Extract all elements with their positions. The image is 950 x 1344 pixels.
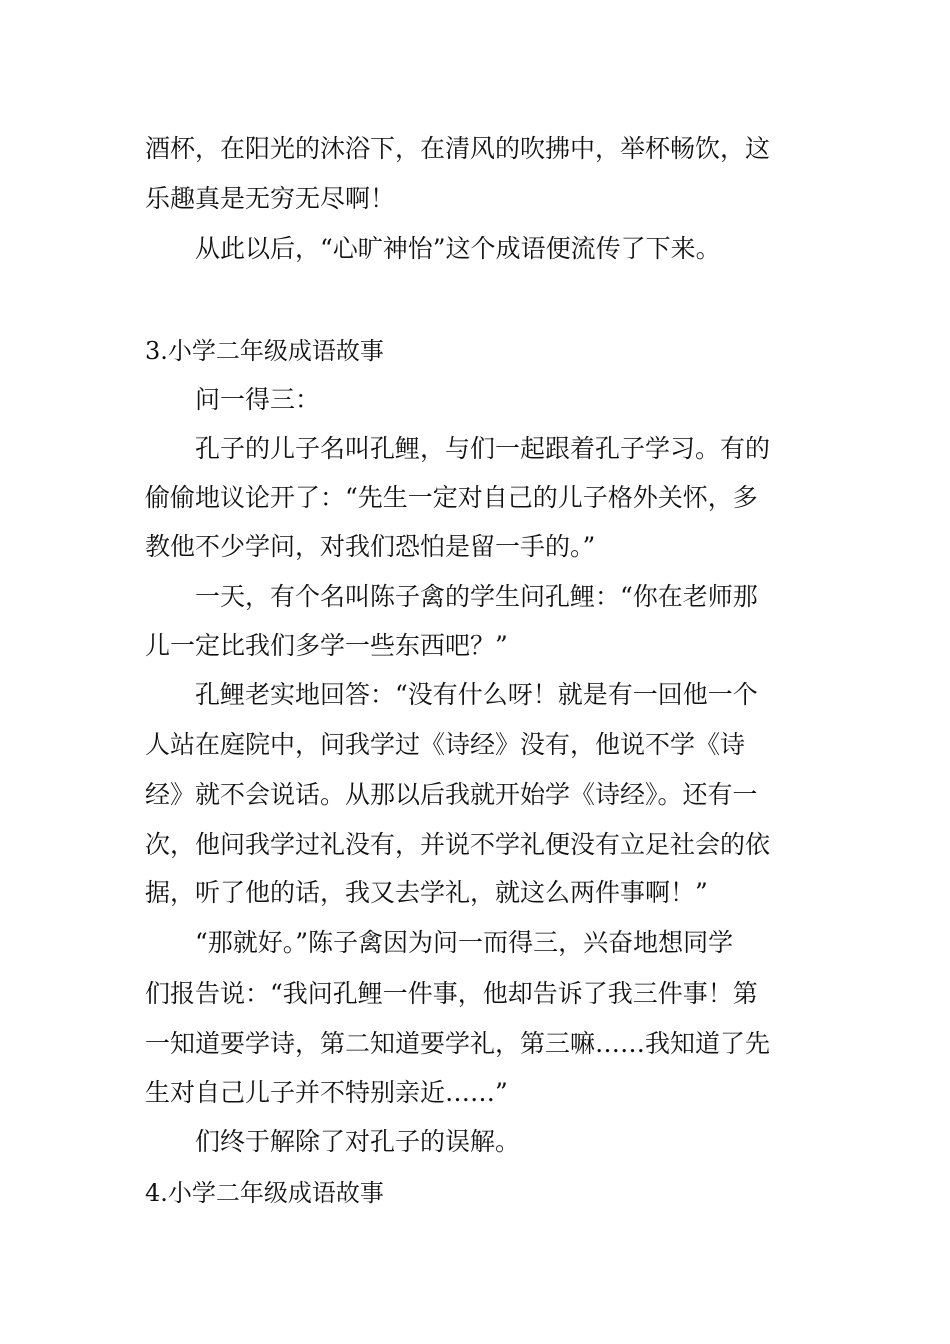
paragraph-line: 从此以后，“心旷神怡”这个成语便流传了下来。 <box>195 234 721 263</box>
paragraph-line: 据，听了他的话，我又去学礼，就这么两件事啊！” <box>145 878 708 907</box>
paragraph-line: 偷偷地议论开了：“先生一定对自己的儿子格外关怀，多 <box>145 483 758 512</box>
paragraph-line: 教他不少学问，对我们恐怕是留一手的。” <box>145 532 596 561</box>
paragraph-line: 一知道要学诗，第二知道要学礼，第三嘛……我知道了先 <box>145 1029 771 1058</box>
paragraph-line: 乐趣真是无穷无尽啊！ <box>145 184 396 213</box>
section-heading: 4.小学二年级成语故事 <box>145 1179 384 1207</box>
paragraph-line: 生对自己儿子并不特别亲近……” <box>145 1078 508 1107</box>
paragraph-line: 孔子的儿子名叫孔鲤，与们一起跟着孔子学习。有的 <box>195 434 771 463</box>
paragraph-line: 一天，有个名叫陈子禽的学生问孔鲤：“你在老师那 <box>195 582 758 611</box>
paragraph-line: 儿一定比我们多学一些东西吧？” <box>145 631 508 660</box>
paragraph-line: 们终于解除了对孔子的误解。 <box>195 1127 521 1156</box>
paragraph-line: 人站在庭院中，问我学过《诗经》没有，他说不学《诗 <box>145 730 746 759</box>
story-title: 问一得三： <box>195 385 321 414</box>
section-heading: 3.小学二年级成语故事 <box>145 337 384 365</box>
paragraph-line: 们报告说：“我问孔鲤一件事，他却告诉了我三件事！第 <box>145 979 758 1008</box>
paragraph-line: 酒杯，在阳光的沐浴下，在清风的吹拂中，举杯畅饮，这 <box>145 134 771 163</box>
paragraph-line: 孔鲤老实地回答：“没有什么呀！就是有一回他一个 <box>195 680 758 709</box>
paragraph-line: “那就好。”陈子禽因为问一而得三，兴奋地想同学 <box>195 928 734 957</box>
paragraph-line: 次，他问我学过礼没有，并说不学礼便没有立足社会的依 <box>145 830 771 859</box>
paragraph-line: 经》就不会说话。从那以后我就开始学《诗经》。还有一 <box>145 780 758 809</box>
